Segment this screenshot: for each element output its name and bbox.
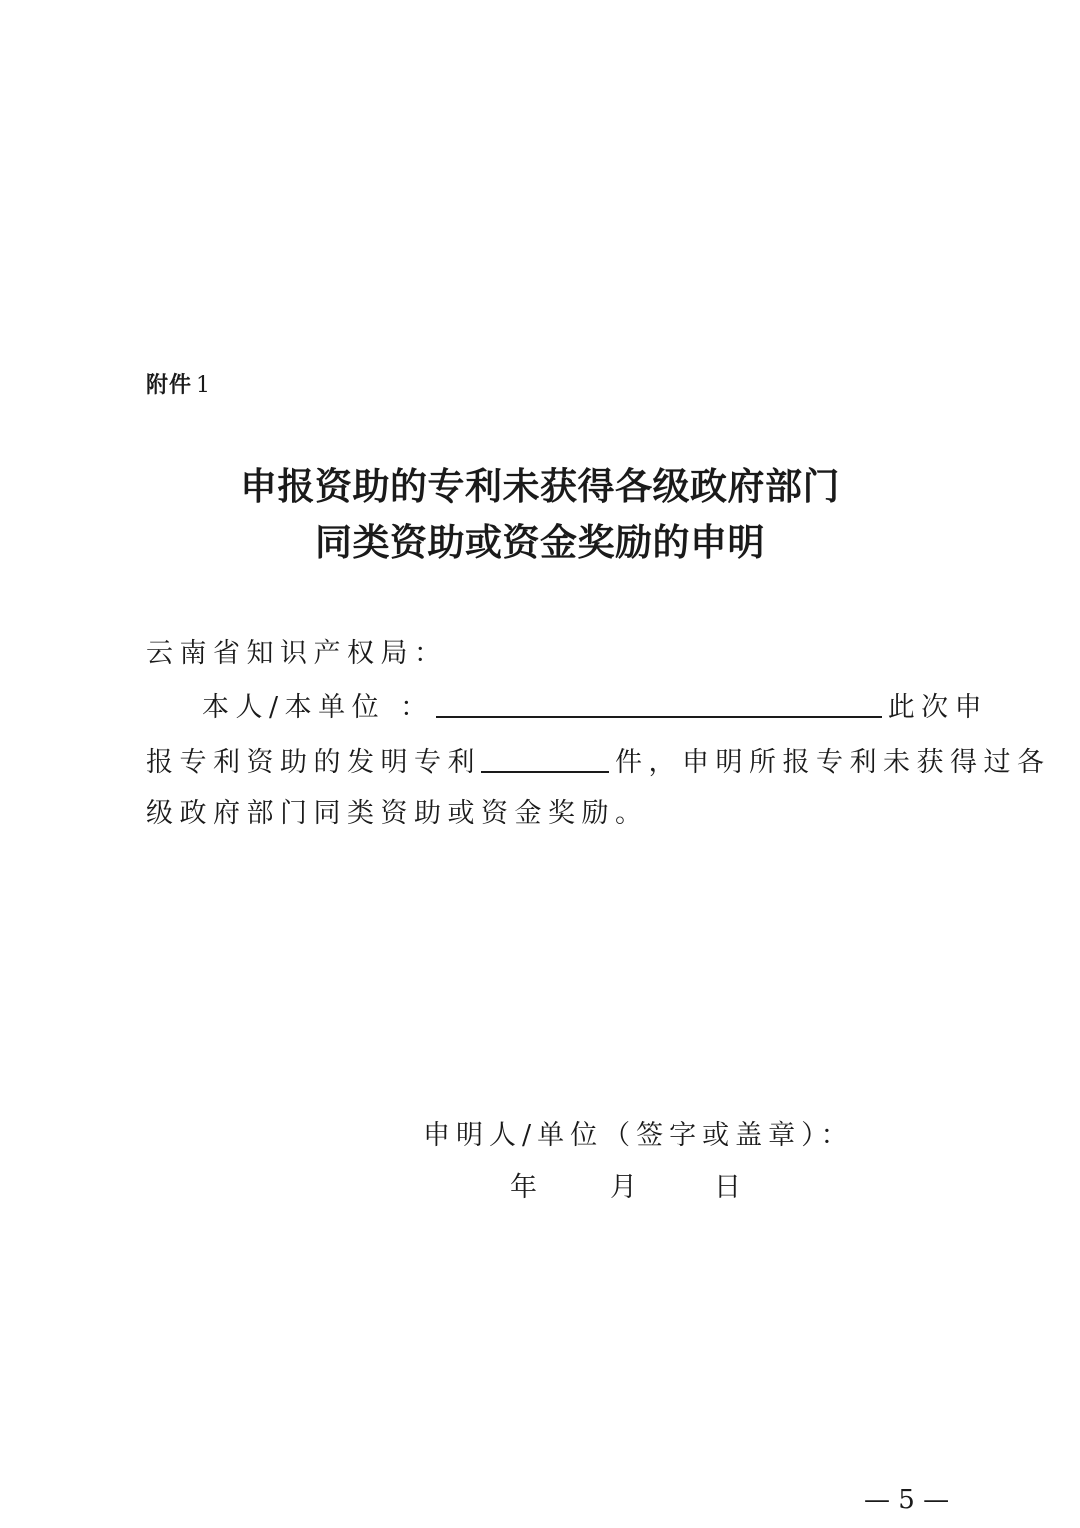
attachment-text: 附件 (146, 373, 193, 398)
body-line-1 (202, 686, 988, 728)
body-line-2-suffix: 件，申明所报专利未获得过各 (615, 747, 1051, 778)
applicant-label: 本人/本单位 ： (202, 692, 434, 723)
date-day-label: 日 (714, 1172, 741, 1203)
body-line-3: 级政府部门同类资助或资金奖励。 (146, 798, 649, 829)
document-title-line-1: 申报资助的专利未获得各级政府部门 (240, 465, 840, 508)
body-line-2-prefix: 报专利资助的发明专利 (146, 747, 481, 778)
page-number: — 5 — (864, 1485, 950, 1515)
signature-label: 申明人/单位（签字或盖章）： (423, 1120, 854, 1151)
body-line-1-tail: 此次申 (887, 692, 989, 723)
patent-count-blank[interactable] (481, 741, 609, 773)
attachment-number: 1 (196, 373, 212, 398)
date-month-label: 月 (610, 1172, 637, 1203)
salutation: 云南省知识产权局： (146, 638, 448, 669)
body-line-2 (146, 741, 1051, 783)
document-title-line-2: 同类资助或资金奖励的申明 (315, 521, 765, 564)
date-year-label: 年 (510, 1172, 537, 1203)
applicant-name-blank[interactable] (436, 686, 882, 718)
attachment-label (146, 368, 211, 404)
